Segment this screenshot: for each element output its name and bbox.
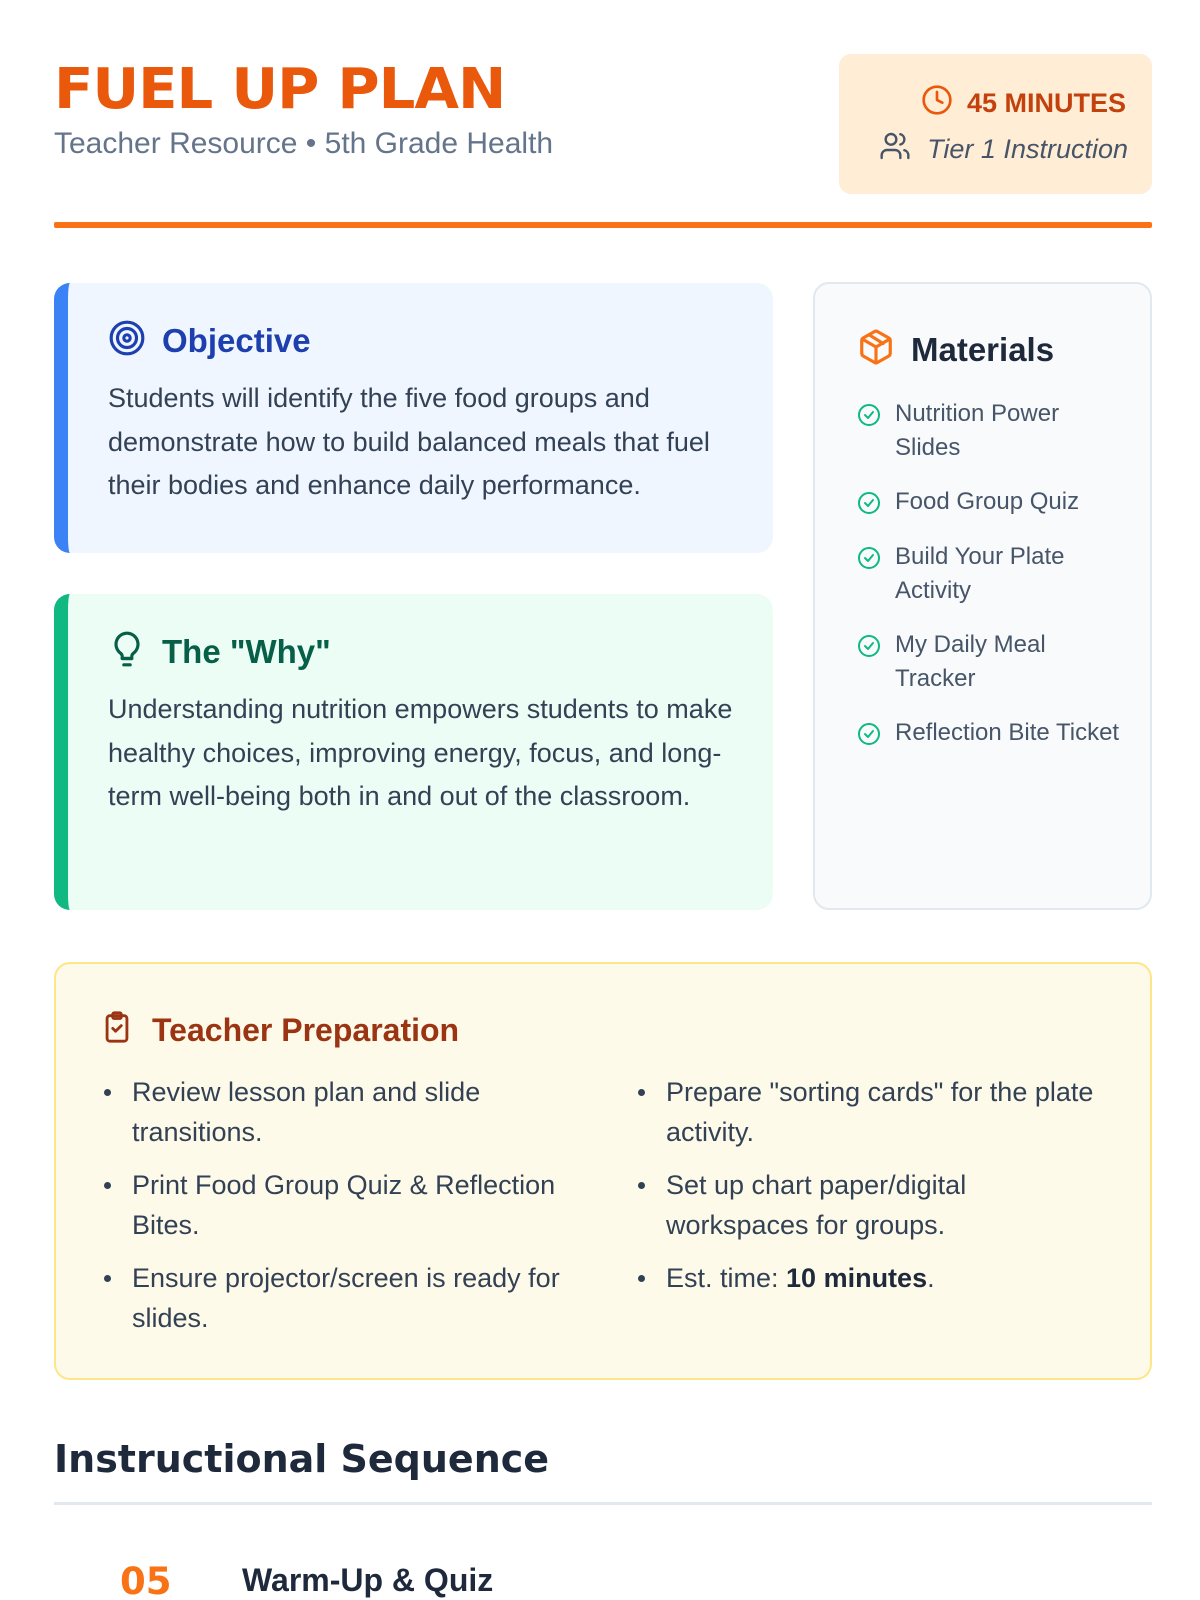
clock-icon <box>921 84 953 121</box>
prep-header <box>100 1008 459 1051</box>
bullet <box>104 1182 111 1189</box>
header <box>54 52 1152 228</box>
materials-card <box>813 282 1152 910</box>
materials-list-item <box>857 628 1127 696</box>
materials-list-item <box>857 540 1127 608</box>
why-heading: The "Why" <box>162 632 331 670</box>
prep-time-prefix: Est. time: <box>666 1263 787 1293</box>
bullet <box>638 1275 645 1282</box>
check-circle-icon <box>857 491 881 520</box>
sequence-divider <box>54 1502 1152 1505</box>
check-circle-icon <box>857 722 881 751</box>
clipboard-check-icon <box>100 1008 134 1051</box>
why-header <box>108 630 331 673</box>
page-subtitle: Teacher Resource • 5th Grade Health <box>54 127 554 160</box>
check-circle-icon <box>857 403 881 432</box>
check-circle-icon <box>857 546 881 575</box>
tier-row <box>879 130 1128 167</box>
prep-list-item: Print Food Group Quiz & Reflection Bites. <box>100 1165 570 1245</box>
objective-text: Students will identify the five food groups and demonstrate how to build balanced meals that fuel their bodies and enhance daily performance. <box>108 383 710 500</box>
prep-list-item: Review lesson plan and slide transitions. <box>100 1072 570 1152</box>
material-label: Food Group Quiz <box>895 488 1080 515</box>
objective-card <box>54 283 773 553</box>
objective-header <box>108 319 311 362</box>
prep-heading: Teacher Preparation <box>152 1011 460 1048</box>
header-divider <box>54 222 1152 228</box>
prep-time-suffix: . <box>927 1263 935 1293</box>
materials-list-item <box>857 716 1127 751</box>
prep-list-item: Set up chart paper/digital workspaces for groups. <box>634 1165 1104 1245</box>
prep-list-left <box>100 1072 570 1351</box>
package-icon <box>857 328 895 371</box>
why-text: Understanding nutrition empowers students to make healthy choices, improving energy, focus, and long-term well-being both in and out of the classroom. <box>108 694 733 811</box>
sequence-heading: Instructional Sequence <box>54 1437 550 1481</box>
material-label: My Daily Meal Tracker <box>895 631 1046 692</box>
teacher-preparation-card <box>54 962 1152 1380</box>
prep-time-value: 10 minutes <box>786 1263 928 1293</box>
page-title: FUEL UP PLAN <box>54 57 506 122</box>
bullet <box>104 1089 111 1096</box>
prep-list-right <box>634 1072 1104 1311</box>
tier-label: Tier 1 Instruction <box>927 133 1128 164</box>
bullet <box>104 1275 111 1282</box>
target-icon <box>108 319 146 362</box>
bullet <box>638 1089 645 1096</box>
materials-heading: Materials <box>911 330 1055 368</box>
lightbulb-icon <box>108 630 146 673</box>
step-title: Warm-Up & Quiz <box>242 1562 494 1598</box>
material-label: Reflection Bite Ticket <box>895 719 1120 746</box>
materials-list <box>857 397 1127 771</box>
material-label: Build Your Plate Activity <box>895 543 1065 604</box>
why-card <box>54 594 773 910</box>
step-number: 05 <box>120 1560 172 1600</box>
users-icon <box>879 130 911 167</box>
materials-header <box>857 328 1054 371</box>
duration-label: 45 MINUTES <box>966 87 1126 118</box>
objective-heading: Objective <box>162 321 311 359</box>
material-label: Nutrition Power Slides <box>895 400 1060 461</box>
lesson-info-box <box>839 54 1152 194</box>
prep-time-item <box>634 1258 1104 1298</box>
check-circle-icon <box>857 634 881 663</box>
duration-row <box>921 84 1126 121</box>
materials-list-item <box>857 397 1127 465</box>
prep-list-item: Prepare "sorting cards" for the plate activity. <box>634 1072 1104 1152</box>
materials-list-item <box>857 485 1127 520</box>
prep-list-item: Ensure projector/screen is ready for slides. <box>100 1258 570 1338</box>
bullet <box>638 1182 645 1189</box>
